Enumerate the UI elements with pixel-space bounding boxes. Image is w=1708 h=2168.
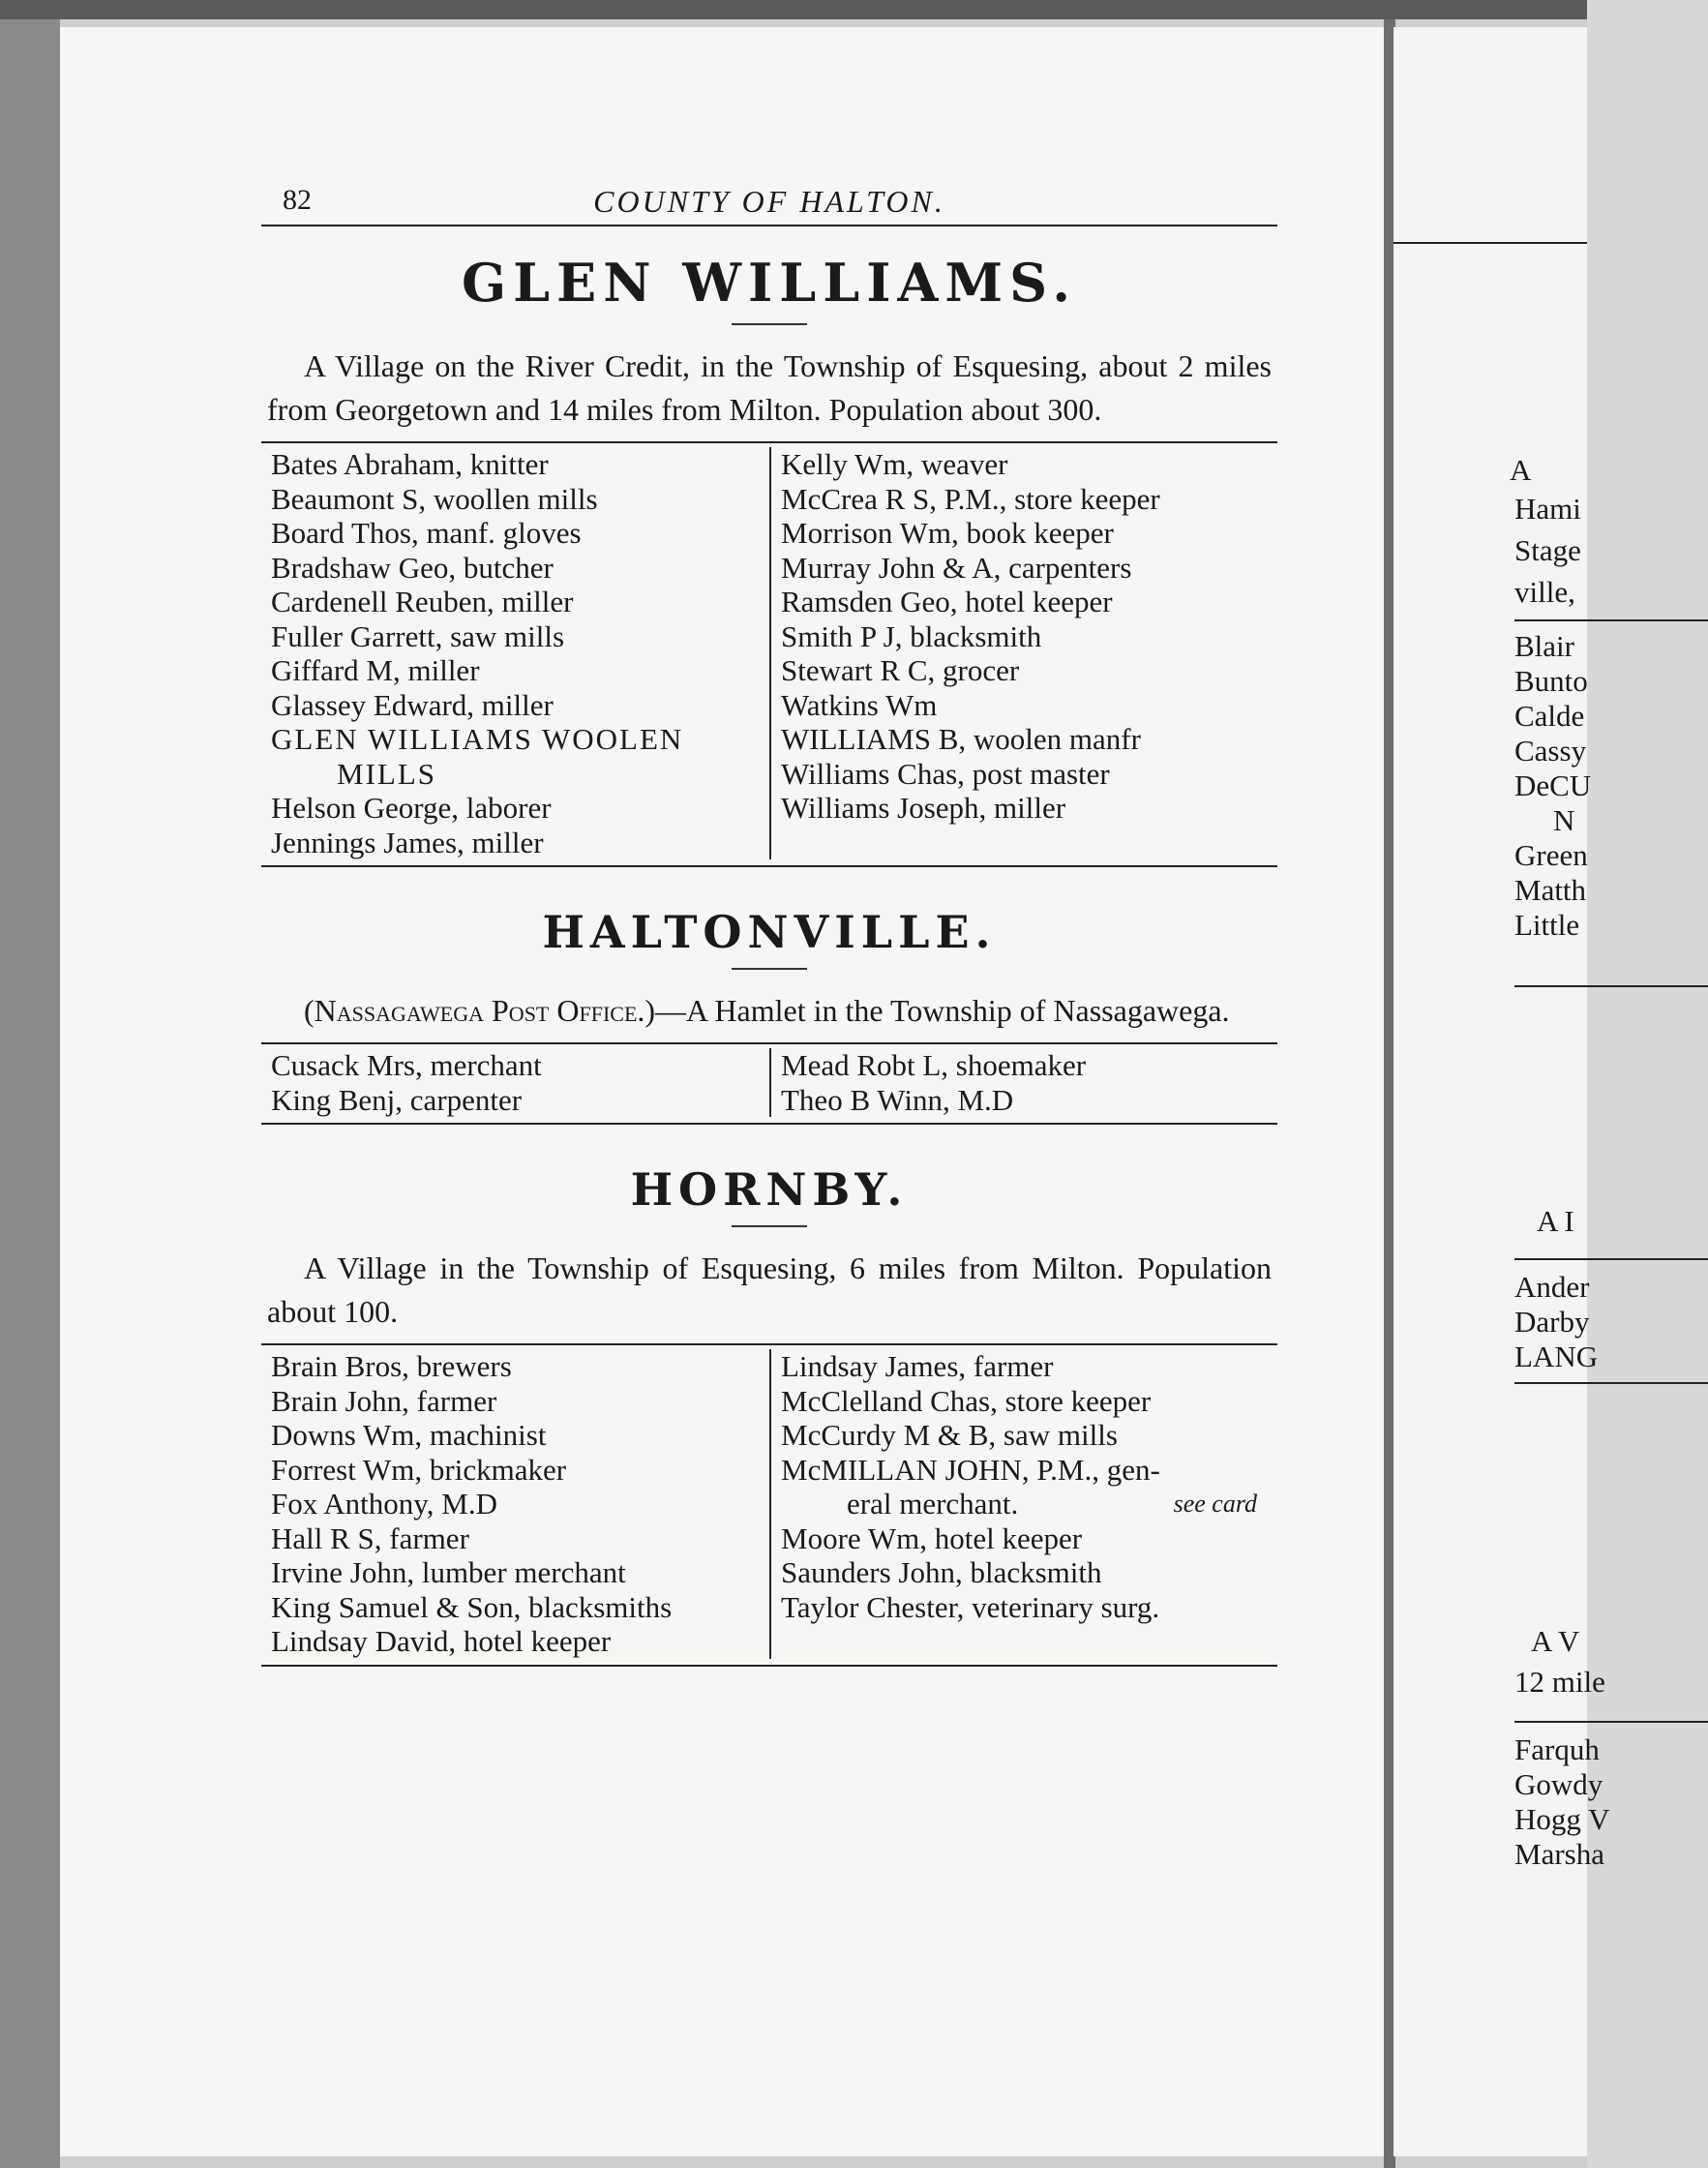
facing-text: Cassy [1514, 734, 1587, 768]
facing-rule [1393, 242, 1587, 244]
list-item: Saunders John, blacksmith [781, 1555, 1102, 1589]
title-rule [732, 1225, 807, 1227]
description-text: —A Hamlet in the Township of Nassagawega. [655, 993, 1230, 1028]
list-item: Glassey Edward, miller [271, 687, 554, 722]
list-item: McCrea R S, P.M., store keeper [781, 481, 1160, 516]
post-office-label: (Nassagawega Post Office.) [304, 993, 656, 1028]
section-description [267, 989, 1272, 1033]
facing-text: Matth [1514, 873, 1587, 907]
facing-text: ville, [1514, 575, 1575, 609]
facing-rule [1514, 985, 1708, 987]
list-item: McCurdy M & B, saw mills [781, 1418, 1118, 1452]
list-item: Lindsay James, farmer [781, 1349, 1054, 1383]
list-item: Brain John, farmer [271, 1383, 497, 1418]
section-glen-williams [261, 252, 1277, 867]
list-item: MILLS [337, 756, 436, 791]
facing-text: Little [1514, 908, 1580, 942]
facing-text: Gowdy [1514, 1767, 1603, 1801]
list-item: Morrison Wm, book keeper [781, 516, 1114, 550]
section-title: HALTONVILLE. [542, 906, 997, 958]
facing-text: Ander [1514, 1270, 1590, 1304]
list-item: Beaumont S, woollen mills [271, 481, 598, 516]
list-item: Brain Bros, brewers [271, 1349, 512, 1383]
directory-columns [261, 1042, 1277, 1125]
list-item: Williams Chas, post master [781, 756, 1110, 791]
section-description: A Village in the Township of Esquesing, 6 miles from Milton. Population about 100. [267, 1250, 1272, 1329]
list-item: Downs Wm, machinist [271, 1418, 547, 1452]
list-item: McMILLAN JOHN, P.M., gen- [781, 1452, 1160, 1487]
facing-text: Bunto [1514, 664, 1588, 698]
left-column [261, 1349, 771, 1659]
facing-text: DeCU [1514, 768, 1592, 802]
right-column [771, 447, 1265, 859]
facing-text: A V [1531, 1624, 1580, 1658]
facing-text: A I [1537, 1204, 1574, 1238]
running-head: COUNTY OF HALTON. [593, 184, 945, 219]
list-item: Fox Anthony, M.D [271, 1487, 497, 1521]
entry-continuation: eral merchant. [847, 1487, 1019, 1521]
section-haltonville [261, 906, 1277, 1125]
list-item: Smith P J, blacksmith [781, 618, 1042, 653]
list-item: King Benj, carpenter [271, 1082, 523, 1117]
facing-page [1393, 27, 1610, 2156]
facing-text: Hami [1514, 492, 1581, 526]
left-column [261, 447, 771, 859]
list-item: Lindsay David, hotel keeper [271, 1624, 612, 1658]
facing-text: A [1510, 453, 1532, 487]
list-item: Mead Robt L, shoemaker [781, 1048, 1087, 1082]
directory-columns [261, 441, 1277, 867]
list-item: Bates Abraham, knitter [271, 447, 549, 481]
facing-text: LANG [1514, 1340, 1599, 1373]
facing-text: Blair [1514, 629, 1574, 663]
list-item: Cusack Mrs, merchant [271, 1048, 542, 1082]
list-item: Taylor Chester, veterinary surg. [781, 1589, 1160, 1624]
facing-text: Calde [1514, 699, 1585, 733]
facing-text: Stage [1514, 533, 1581, 567]
header-rule [261, 225, 1277, 226]
list-item: Irvine John, lumber merchant [271, 1555, 626, 1589]
list-item: Ramsden Geo, hotel keeper [781, 585, 1113, 618]
section-hornby [261, 1163, 1277, 1667]
list-item: Watkins Wm [781, 687, 938, 722]
facing-rule [1514, 619, 1708, 621]
list-item: Bradshaw Geo, butcher [271, 550, 554, 585]
list-item [781, 1487, 1265, 1521]
list-item: Fuller Garrett, saw mills [271, 618, 565, 653]
list-item: Theo B Winn, M.D [781, 1082, 1014, 1117]
list-item: Hall R S, farmer [271, 1521, 469, 1555]
facing-text: 12 mile [1514, 1665, 1605, 1699]
facing-text: Farquh [1514, 1732, 1600, 1766]
list-item: GLEN WILLIAMS WOOLEN [271, 722, 684, 756]
list-item: Forrest Wm, brickmaker [271, 1452, 567, 1487]
list-item: Stewart R C, grocer [781, 653, 1020, 687]
list-item: WILLIAMS B, woolen manfr [781, 722, 1141, 756]
left-column [261, 1048, 771, 1117]
section-title: GLEN WILLIAMS. [461, 252, 1078, 314]
see-card-note: see card [1173, 1490, 1257, 1518]
title-rule [732, 968, 807, 970]
section-title: HORNBY. [630, 1163, 909, 1216]
page-content [261, 174, 1277, 1667]
list-item: Murray John & A, carpenters [781, 550, 1132, 585]
list-item: Moore Wm, hotel keeper [781, 1521, 1083, 1555]
facing-rule [1514, 1721, 1708, 1723]
list-item: King Samuel & Son, blacksmiths [271, 1589, 673, 1624]
right-column [771, 1349, 1265, 1659]
list-item: McClelland Chas, store keeper [781, 1383, 1152, 1418]
facing-rule [1514, 1382, 1708, 1384]
list-item: Jennings James, miller [271, 825, 544, 859]
list-item: Kelly Wm, weaver [781, 447, 1008, 481]
list-item: Board Thos, manf. gloves [271, 516, 582, 550]
directory-columns [261, 1343, 1277, 1667]
facing-rule [1514, 1258, 1708, 1260]
section-description: A Village on the River Credit, in the Township of Esquesing, about 2 miles from Georgetown and 14 miles from Milton. Population about 300. [267, 348, 1272, 427]
list-item: Giffard M, miller [271, 653, 480, 687]
page-number: 82 [283, 184, 312, 216]
facing-text: Green [1514, 838, 1588, 872]
list-item: Williams Joseph, miller [781, 791, 1066, 825]
facing-text: N [1553, 803, 1575, 837]
facing-text: Marsha [1514, 1837, 1604, 1871]
list-item: Cardenell Reuben, miller [271, 585, 574, 618]
title-rule [732, 323, 807, 325]
right-column [771, 1048, 1265, 1117]
list-item: Helson George, laborer [271, 791, 552, 825]
facing-text: Hogg V [1514, 1802, 1610, 1836]
facing-text: Darby [1514, 1305, 1590, 1339]
page-header [261, 174, 1277, 225]
